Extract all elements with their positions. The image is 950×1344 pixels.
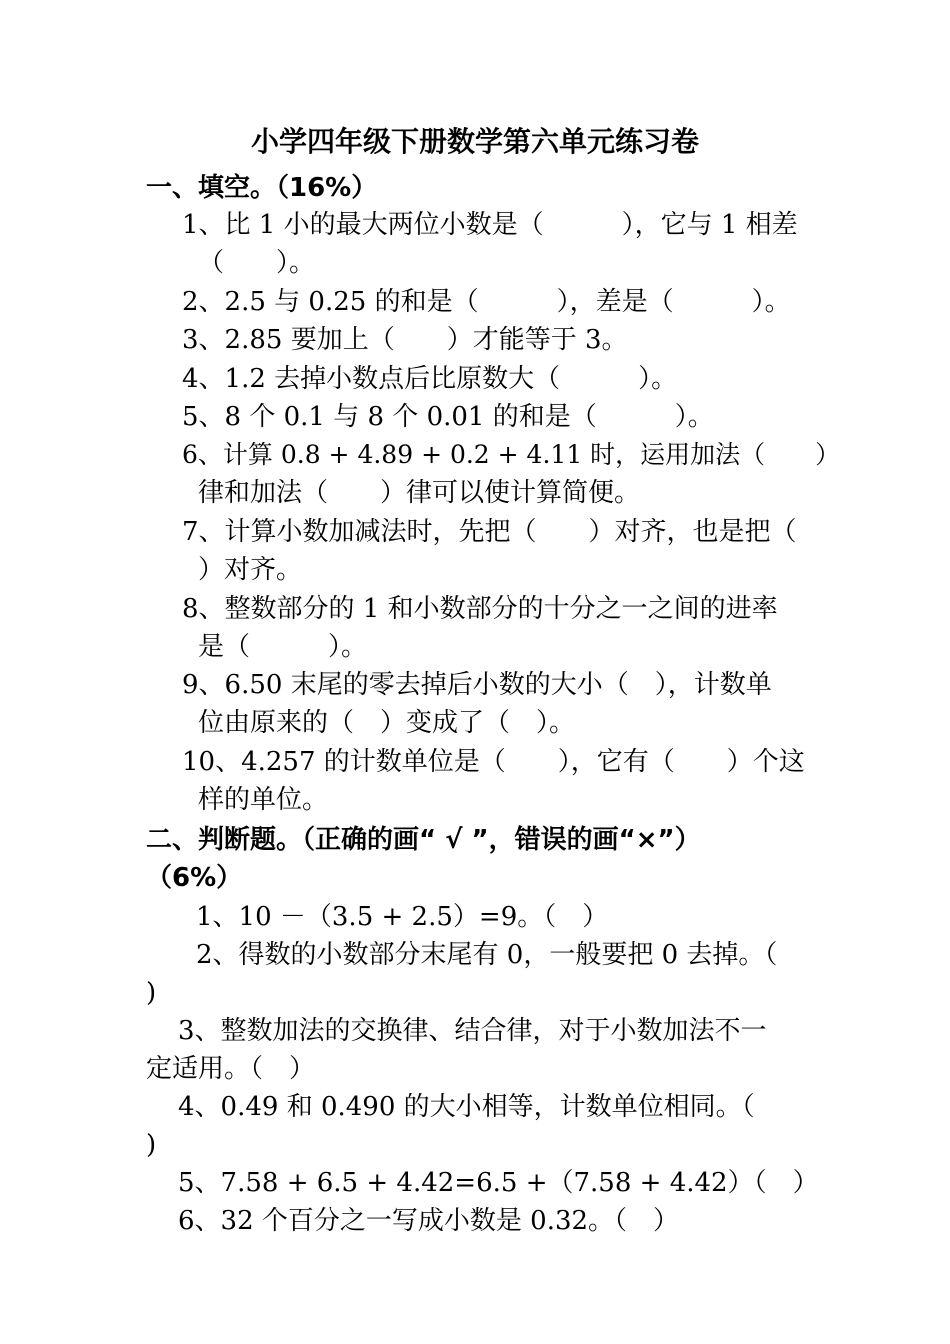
fill-blank-question: 1、比 1 小的最大两位小数是（ ），它与 1 相差 [182, 210, 798, 240]
judge-question-cont: 定适用。（ ） [146, 1054, 316, 1084]
fill-blank-question: 9、6.50 末尾的零去掉后小数的大小（ ），计数单 [182, 670, 772, 700]
section-2-heading: 二、判断题。（正确的画“ √ ”，错误的画“×”） [146, 825, 701, 855]
page-title: 小学四年级下册数学第六单元练习卷 [250, 125, 699, 158]
fill-blank-question: 8、整数部分的 1 和小数部分的十分之一之间的进率 [182, 594, 778, 624]
fill-blank-question: 10、4.257 的计数单位是（ ），它有（ ）个这 [182, 747, 805, 777]
judge-question: 3、整数加法的交换律、结合律，对于小数加法不一 [178, 1016, 767, 1046]
judge-question: 2、得数的小数部分末尾有 0，一般要把 0 去掉。（ [196, 940, 778, 970]
section-2-heading-score: （6%） [146, 863, 243, 893]
fill-blank-question-cont: 样的单位。 [198, 785, 329, 815]
judge-question: 5、7.58 + 6.5 + 4.42=6.5 +（7.58 + 4.42）（ ） [178, 1168, 819, 1198]
section-1-heading: 一、填空。（16%） [146, 173, 378, 203]
fill-blank-question-cont: 位由原来的（ ）变成了（ ）。 [198, 708, 576, 738]
fill-blank-question: 4、1.2 去掉小数点后比原数大（ ）。 [182, 364, 678, 394]
judge-question-cont: ) [146, 978, 157, 1008]
judge-question: 6、32 个百分之一写成小数是 0.32。（ ） [178, 1206, 680, 1236]
fill-blank-question: 2、2.5 与 0.25 的和是（ ），差是（ ）。 [182, 287, 791, 317]
judge-question: 4、0.49 和 0.490 的大小相等，计数单位相同。（ [178, 1092, 755, 1122]
fill-blank-question-cont: （ ）。 [198, 248, 316, 278]
fill-blank-question: 3、2.85 要加上（ ）才能等于 3。 [182, 325, 628, 355]
fill-blank-question: 7、计算小数加减法时，先把（ ）对齐，也是把（ [182, 517, 797, 547]
judge-question-cont: ) [146, 1130, 157, 1160]
fill-blank-question: 6、计算 0.8 + 4.89 + 0.2 + 4.11 时，运用加法（ ） [182, 440, 841, 469]
fill-blank-question-cont: 是（ ）。 [198, 632, 368, 662]
fill-blank-question-cont: ）对齐。 [198, 555, 303, 585]
fill-blank-question-cont: 律和加法（ ）律可以使计算简便。 [198, 478, 641, 508]
judge-question: 1、10 －（3.5 + 2.5）=9。（ ） [196, 902, 609, 932]
fill-blank-question: 5、8 个 0.1 与 8 个 0.01 的和是（ ）。 [182, 402, 714, 432]
